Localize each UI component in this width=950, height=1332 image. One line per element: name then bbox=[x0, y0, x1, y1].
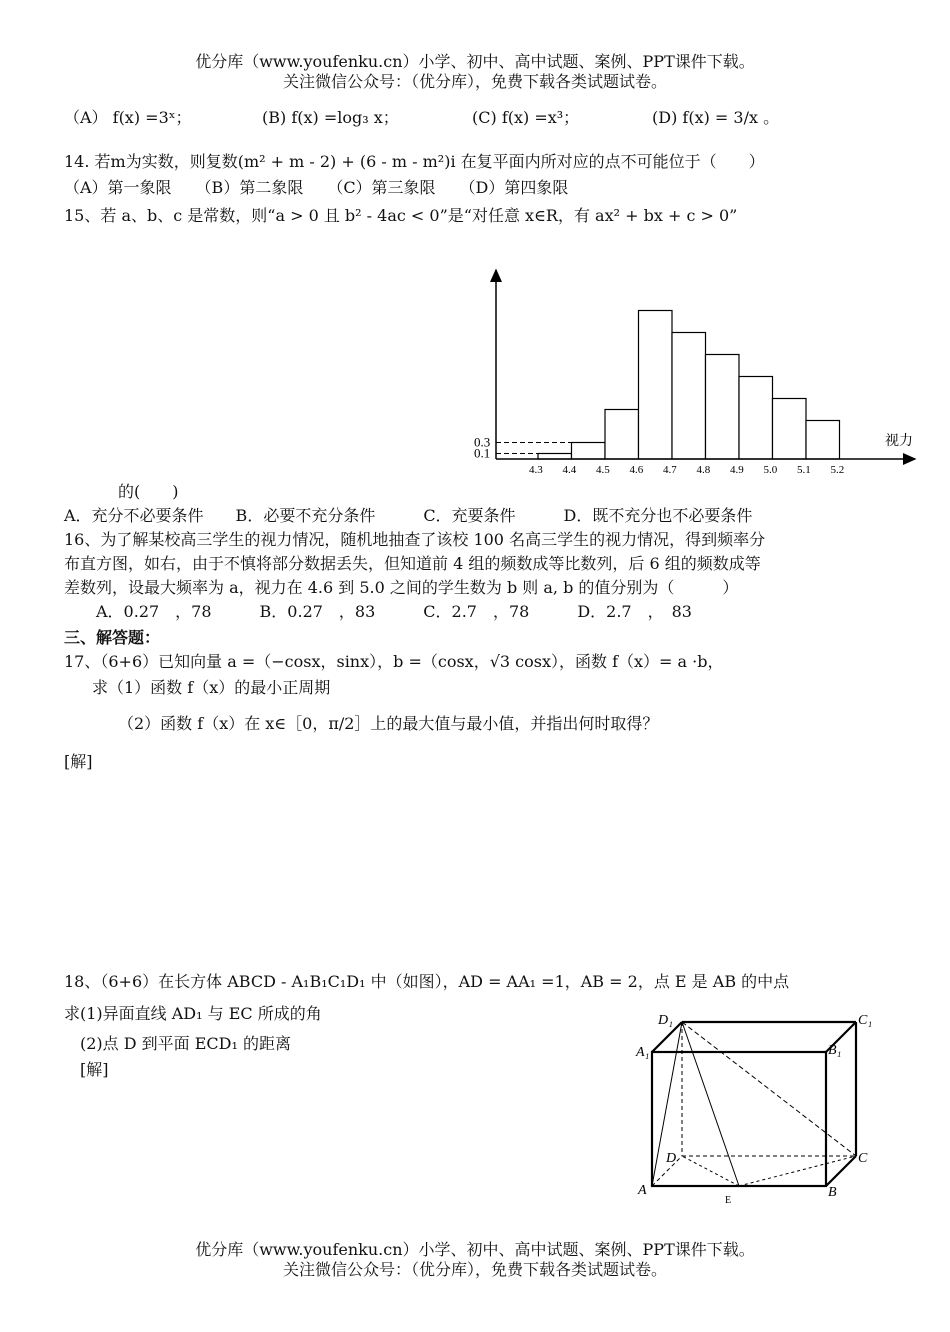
q18-line-2: 求(1)异面直线 AD₁ 与 EC 所成的角 bbox=[64, 1004, 322, 1023]
q17-answer-label: [解] bbox=[64, 752, 93, 771]
x-tick-label: 4.5 bbox=[596, 464, 610, 476]
q16-line-2: 布直方图，如右，由于不慎将部分数据丢失，但知道前 4 组的频数成等比数列，后 6 组的频数成等 bbox=[64, 554, 761, 573]
y-tick-label: 0.3 bbox=[474, 434, 491, 450]
vision-histogram bbox=[460, 262, 930, 482]
header-line-1: 优分库（www.youfenku.cn）小学、初中、高中试题、案例、PPT课件下载。 bbox=[195, 52, 755, 71]
cuboid-figure bbox=[630, 1010, 890, 1210]
x-axis-label: 视力 bbox=[885, 434, 913, 449]
section-3-title: 三、解答题： bbox=[64, 628, 161, 647]
header-line-2: 关注微信公众号：（优分库），免费下载各类试题试卷。 bbox=[282, 72, 667, 91]
q15-tail: 的( ) bbox=[118, 482, 179, 501]
x-tick-label: 4.4 bbox=[562, 464, 577, 476]
x-tick-label: 4.3 bbox=[529, 464, 543, 476]
histogram-bar-6 bbox=[706, 355, 740, 460]
q17-line-3: （2）函数 f（x）在 x∈［0，π/2］上的最大值与最小值，并指出何时取得？ bbox=[118, 714, 659, 733]
q16-options: A．0.27 ，78 B．0.27 ，83 C．2.7 ，78 D．2.7 ， 83 bbox=[96, 602, 692, 621]
q15-options: A．充分不必要条件 B．必要不充分条件 C．充要条件 D．既不充分也不必要条件 bbox=[64, 506, 753, 525]
x-tick-label: 5.1 bbox=[797, 464, 811, 476]
y-tick-label: 0.1 bbox=[474, 445, 491, 461]
label-d: D bbox=[666, 1151, 677, 1166]
q14-options: （A）第一象限 （B）第二象限 （C）第三象限 （D）第四象限 bbox=[64, 178, 569, 197]
label-c1: C₁ bbox=[858, 1013, 873, 1028]
label-a1: A₁ bbox=[636, 1045, 650, 1060]
q15-stem: 15、若 a、b、c 是常数，则“a > 0 且 b² - 4ac < 0”是“对任意 x∈R，有 ax² + bx + c > 0” bbox=[64, 206, 738, 225]
segment-e-c bbox=[739, 1156, 856, 1186]
segment-d1-e bbox=[682, 1022, 739, 1186]
q13-option-d: (D) f(x) = 3/x 。 bbox=[652, 108, 780, 127]
x-tick-label: 4.7 bbox=[663, 464, 677, 476]
label-d1: D₁ bbox=[658, 1013, 673, 1028]
histogram-bar-7 bbox=[739, 377, 773, 460]
q13-option-c: (C) f(x) =x³； bbox=[472, 108, 580, 127]
histogram-bar-3 bbox=[605, 410, 639, 460]
q18-line-3: (2)点 D 到平面 ECD₁ 的距离 bbox=[80, 1034, 292, 1053]
label-b: B bbox=[828, 1185, 837, 1200]
label-c: C bbox=[858, 1151, 868, 1166]
histogram-bar-1 bbox=[538, 454, 572, 460]
histogram-bar-2 bbox=[572, 443, 606, 460]
x-tick-label: 4.9 bbox=[730, 464, 744, 476]
q16-line-3: 差数列，设最大频率为 a，视力在 4.6 到 5.0 之间的学生数为 b 则 a, b 的值分别为（ ） bbox=[64, 578, 739, 597]
q13-option-b: (B) f(x) =log₃ x； bbox=[262, 108, 399, 127]
x-tick-label: 4.6 bbox=[629, 464, 644, 476]
histogram-bar-8 bbox=[773, 399, 807, 460]
label-e: E bbox=[725, 1195, 732, 1206]
histogram-bar-9 bbox=[806, 421, 840, 460]
q14-stem: 14. 若m为实数，则复数(m² + m - 2) + (6 - m - m²)i 在复平面内所对应的点不可能位于（ ） bbox=[64, 152, 765, 171]
histogram-bar-5 bbox=[672, 333, 706, 460]
q18-line-1: 18、（6+6）在长方体 ABCD - A₁B₁C₁D₁ 中（如图），AD = AA₁ =1，AB = 2，点 E 是 AB 的中点 bbox=[64, 972, 790, 991]
q18-answer-label: [解] bbox=[80, 1060, 109, 1079]
q13-option-a: （A） f(x) =3ˣ； bbox=[64, 108, 192, 127]
x-tick-label: 5.0 bbox=[763, 464, 778, 476]
cuboid-front-face bbox=[652, 1052, 826, 1186]
edge-b-c bbox=[826, 1156, 856, 1186]
x-tick-label: 4.8 bbox=[696, 464, 711, 476]
q17-line-1: 17、（6+6）已知向量 a =（−cosx，sinx），b =（cosx，√3 cosx），函数 f（x）= a ·b， bbox=[64, 652, 724, 671]
q17-line-2: 求（1）函数 f（x）的最小正周期 bbox=[92, 678, 331, 697]
footer-line-1: 优分库（www.youfenku.cn）小学、初中、高中试题、案例、PPT课件下载。 bbox=[195, 1240, 755, 1259]
label-b1: B₁ bbox=[828, 1043, 842, 1058]
label-a: A bbox=[638, 1183, 647, 1198]
footer-line-2: 关注微信公众号：（优分库），免费下载各类试题试卷。 bbox=[282, 1260, 667, 1279]
histogram-bar-4 bbox=[639, 311, 673, 460]
q16-line-1: 16、为了解某校高三学生的视力情况，随机地抽查了该校 100 名高三学生的视力情况，得到频率分 bbox=[64, 530, 766, 549]
x-tick-label: 5.2 bbox=[830, 464, 845, 476]
